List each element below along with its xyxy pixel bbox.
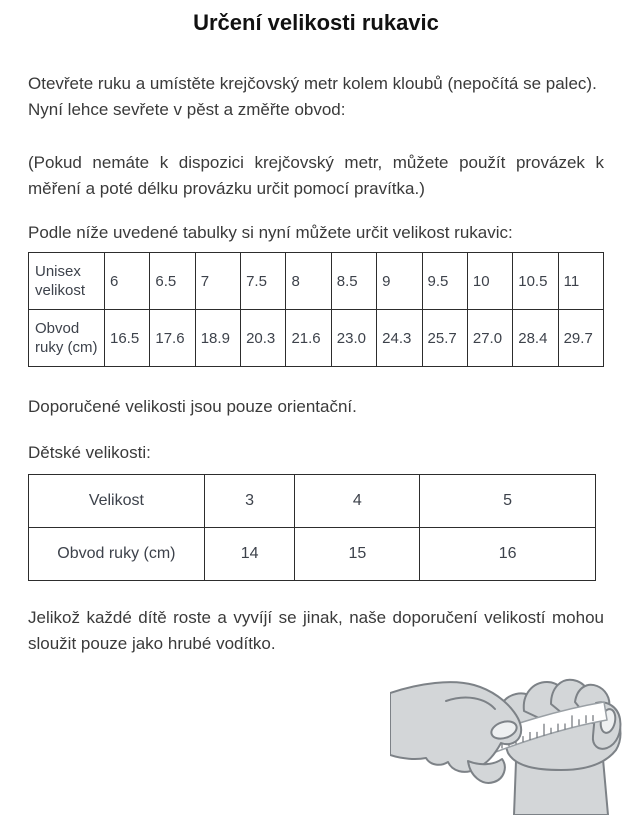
circumference-cell: 21.6: [286, 310, 331, 367]
unisex-size-cell: 6.5: [150, 253, 195, 310]
circumference-cell: 20.3: [241, 310, 286, 367]
page-title: Určení velikosti rukavic: [193, 10, 439, 35]
footer-note: Jelikož každé dítě roste a vyvíjí se jinak, naše doporučení velikostí mohou sloužit pouze jako hrubé vodítko.: [28, 608, 604, 653]
unisex-circumference-label: Obvod ruky (cm): [29, 310, 105, 367]
intro-paragraph: [28, 71, 604, 123]
unisex-size-cell: 6: [105, 253, 150, 310]
circumference-cell: 23.0: [331, 310, 376, 367]
unisex-size-label: Unisex velikost: [29, 253, 105, 310]
kids-circumference-cell: 14: [204, 528, 295, 581]
kids-circumference-row: [29, 528, 596, 581]
intro-measure-instruction: Otevřete ruku a umístěte krejčovský metr kolem kloubů (nepočítá se palec).: [28, 74, 597, 93]
illustration-container: [28, 659, 626, 815]
unisex-circumference-row: [29, 310, 604, 367]
kids-size-cell: 3: [204, 475, 295, 528]
circumference-cell: 28.4: [513, 310, 558, 367]
table-intro: Podle níže uvedené tabulky si nyní můžete určit velikost rukavic:: [28, 223, 513, 242]
glove-size-document: [0, 8, 632, 836]
intro-fist-instruction: Nyní lehce sevřete v pěst a změřte obvod:: [28, 100, 346, 119]
unisex-size-cell: 8.5: [331, 253, 376, 310]
circumference-cell: 24.3: [377, 310, 422, 367]
unisex-size-cell: 7.5: [241, 253, 286, 310]
kids-circumference-label: Obvod ruky (cm): [29, 528, 205, 581]
circumference-cell: 29.7: [558, 310, 603, 367]
orientation-note: Doporučené velikosti jsou pouze orientační.: [28, 397, 357, 416]
hand-measurement-illustration: [390, 659, 626, 815]
unisex-size-cell: 7: [195, 253, 240, 310]
kids-size-row: [29, 475, 596, 528]
unisex-size-cell: 10: [467, 253, 512, 310]
unisex-size-table: [28, 252, 604, 367]
circumference-cell: 25.7: [422, 310, 467, 367]
kids-size-cell: 4: [295, 475, 420, 528]
unisex-size-cell: 8: [286, 253, 331, 310]
circumference-cell: 27.0: [467, 310, 512, 367]
kids-size-label: Velikost: [29, 475, 205, 528]
kids-size-cell: 5: [420, 475, 596, 528]
unisex-size-row: [29, 253, 604, 310]
unisex-size-cell: 9: [377, 253, 422, 310]
unisex-size-cell: 11: [558, 253, 603, 310]
kids-size-table: [28, 474, 596, 581]
kids-sizes-heading: Dětské velikosti:: [28, 443, 151, 462]
circumference-cell: 18.9: [195, 310, 240, 367]
circumference-cell: 17.6: [150, 310, 195, 367]
kids-circumference-cell: 15: [295, 528, 420, 581]
circumference-cell: 16.5: [105, 310, 150, 367]
note-no-tape: (Pokud nemáte k dispozici krejčovský metr, můžete použít provázek k měření a poté délku provázku určit pomocí pravítka.): [28, 153, 604, 198]
unisex-size-cell: 10.5: [513, 253, 558, 310]
unisex-size-cell: 9.5: [422, 253, 467, 310]
kids-circumference-cell: 16: [420, 528, 596, 581]
